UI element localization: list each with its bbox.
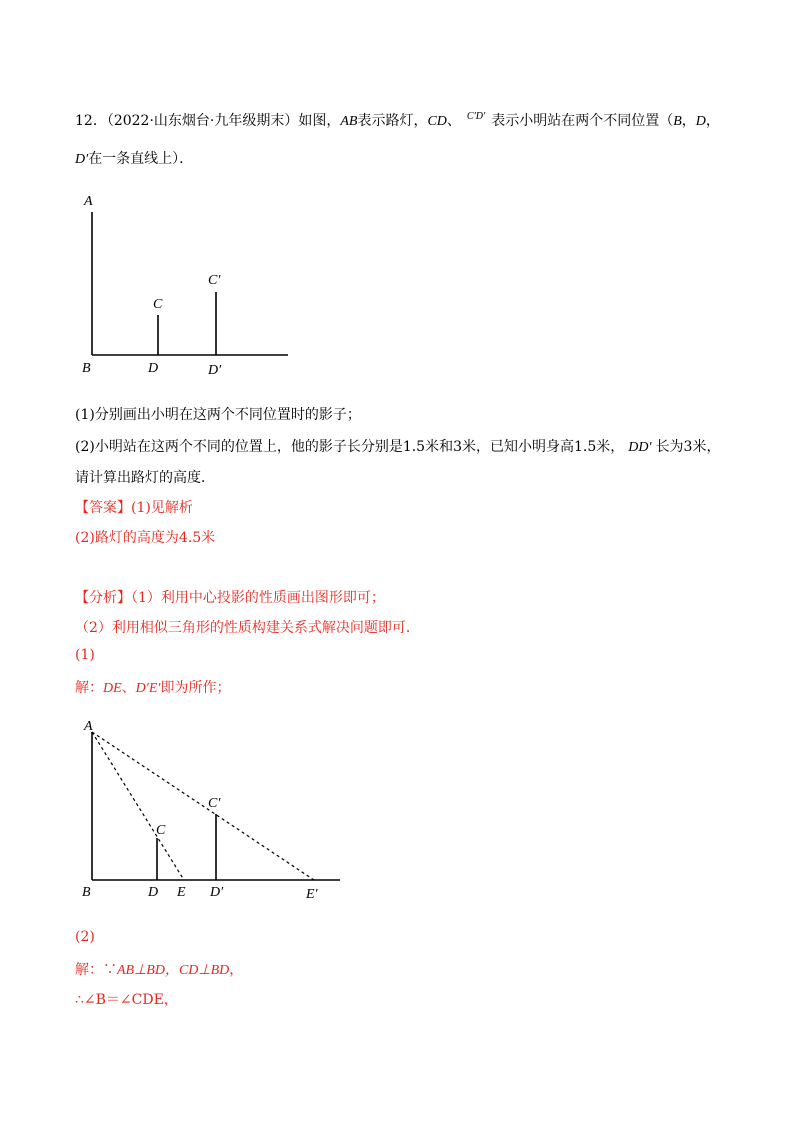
analysis-text: （1）利用中心投影的性质画出图形即可； — [131, 590, 385, 606]
part-2-text: 长为3米， — [655, 439, 721, 455]
part-2-line2: 请计算出路灯的高度． — [75, 470, 215, 486]
math-dprime: D′ — [75, 152, 89, 167]
solution-2-line1 — [75, 959, 243, 979]
label-a: A — [84, 719, 93, 734]
math-ab: AB — [340, 114, 358, 129]
label-cprime: C′ — [208, 273, 221, 288]
label-dprime: D′ — [210, 885, 224, 900]
math-d: D — [695, 114, 706, 129]
solution-1-number: (1) — [75, 647, 95, 663]
question-source: （2022·山东烟台·九年级期末） — [106, 113, 299, 129]
answer-tag: 【答案】 — [75, 500, 131, 516]
label-eprime: E′ — [306, 887, 318, 902]
label-dprime: D′ — [208, 363, 222, 378]
answer-line2: (2)路灯的高度为4.5米 — [75, 530, 216, 546]
stem-text: 表示小明站在两个不同位置（ — [491, 113, 674, 129]
stem-text: 如图， — [298, 113, 341, 129]
label-b: B — [82, 885, 91, 900]
solution-text: 解：∵ — [75, 962, 117, 978]
question-number: 12． — [75, 113, 107, 129]
math-dpep: D′E′ — [135, 681, 161, 696]
solution-text: 解： — [75, 680, 103, 696]
solution-text: 即为所作； — [160, 680, 231, 696]
ray-a-e — [92, 732, 184, 880]
question-stem-line2 — [75, 148, 193, 168]
stem-text: ， — [705, 113, 720, 129]
figure-1-diagram — [70, 190, 310, 380]
math-de: DE — [103, 681, 122, 696]
label-e: E — [177, 885, 186, 900]
stem-text: 、 — [446, 113, 461, 129]
figure-2-diagram — [70, 710, 360, 910]
question-stem-line1 — [75, 110, 720, 130]
solution-text: ， — [229, 962, 244, 978]
solution-2-line2: ∴∠B＝∠CDE， — [75, 992, 178, 1008]
label-c: C — [156, 823, 166, 838]
stem-text: 在一条直线上）． — [88, 151, 194, 167]
ray-a-eprime — [92, 732, 314, 880]
analysis-tag: 【分析】 — [75, 590, 131, 606]
math-perpendicular: AB⊥BD，CD⊥BD — [117, 963, 230, 978]
stem-text: 表示路灯， — [357, 113, 428, 129]
part-2-text: (2)小明站在这两个不同的位置上，他的影子长分别是1.5米和3米，已知小明身高1.5米， — [75, 439, 625, 455]
part-2-line1 — [75, 436, 720, 456]
math-ddprime: DD′ — [628, 440, 652, 455]
label-d: D — [148, 885, 159, 900]
analysis-line2: （2）利用相似三角形的性质构建关系式解决问题即可． — [75, 620, 420, 636]
label-cprime: C′ — [208, 796, 221, 811]
math-cd: CD — [427, 114, 447, 129]
label-a: A — [84, 194, 93, 209]
solution-2-number: (2) — [75, 929, 95, 945]
math-cpdp: C′D′ — [466, 111, 486, 122]
label-c: C — [153, 297, 163, 312]
analysis-line1 — [75, 587, 385, 607]
solution-text: 、 — [121, 680, 136, 696]
solution-1-text — [75, 677, 230, 697]
answer-1: (1)见解析 — [131, 500, 193, 516]
label-b: B — [82, 361, 91, 376]
label-d: D — [148, 361, 159, 376]
answer-line1 — [75, 497, 193, 517]
part-1: (1)分别画出小明在这两个不同位置时的影子； — [75, 407, 361, 423]
math-b: B — [673, 114, 682, 129]
stem-text: ， — [681, 113, 696, 129]
